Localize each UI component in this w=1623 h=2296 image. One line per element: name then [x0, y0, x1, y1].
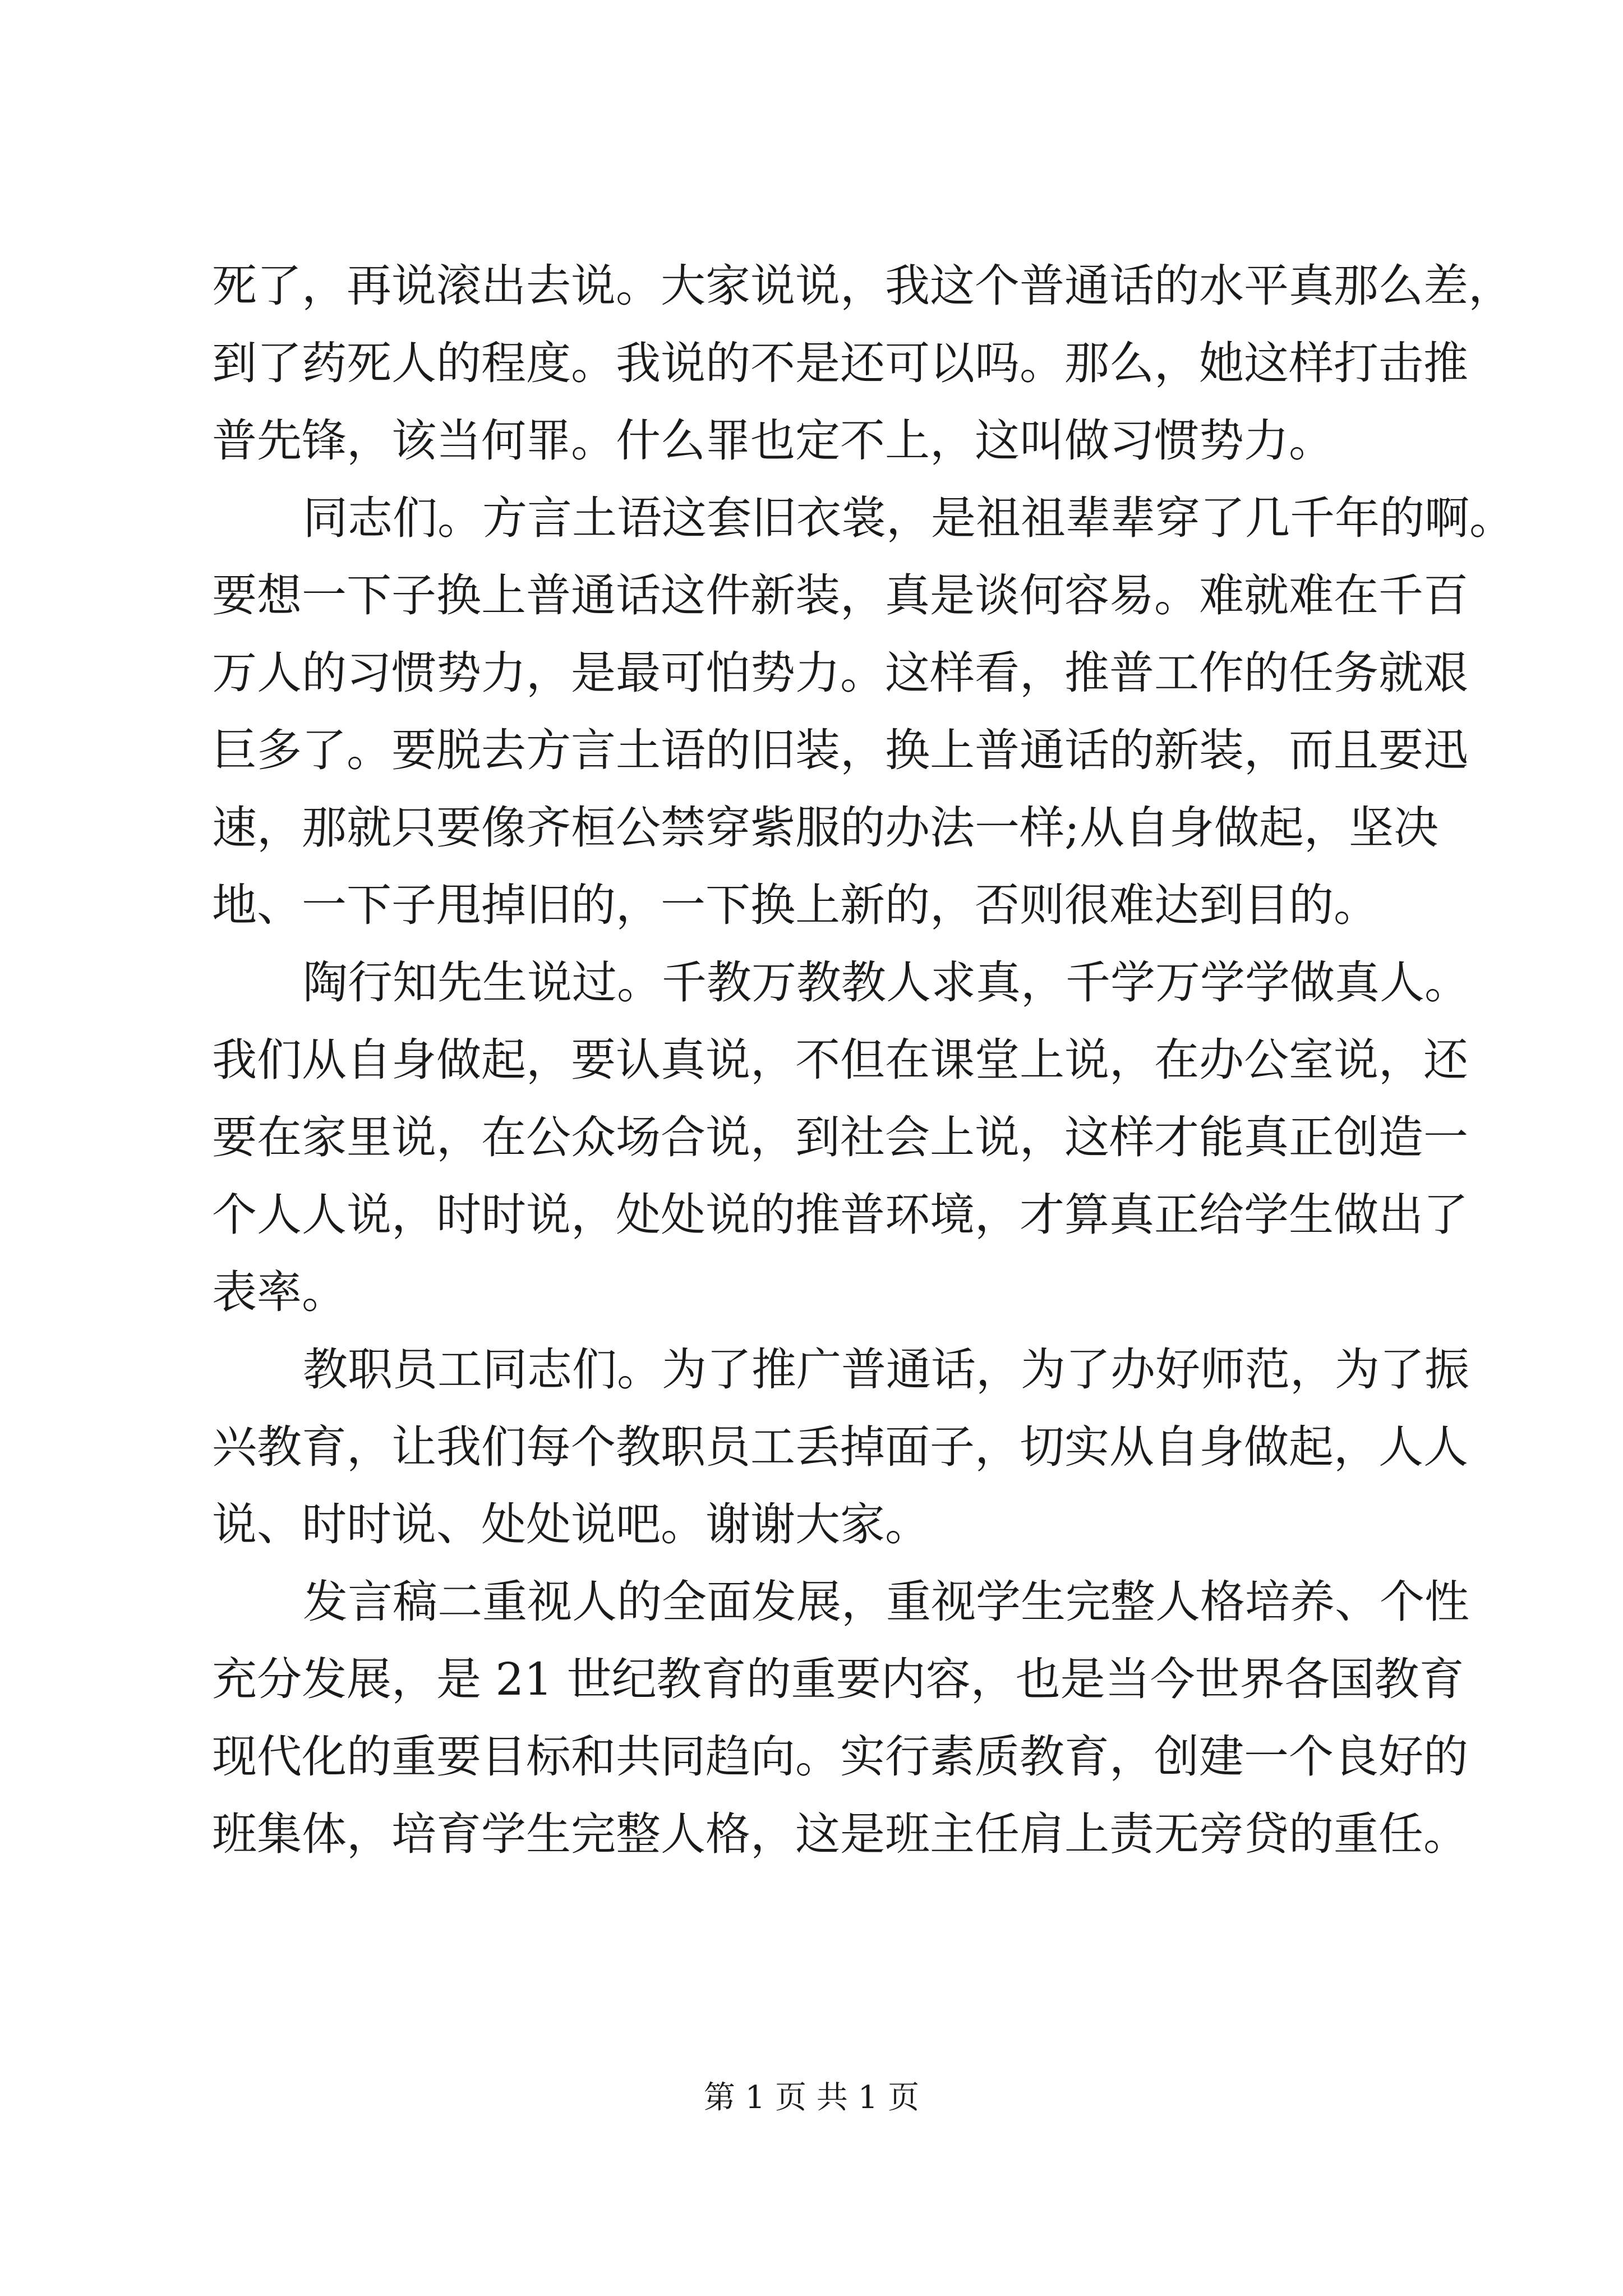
text-line: 兴教育，让我们每个教职员工丢掉面子，切实从自身做起，人人 [212, 1421, 1468, 1473]
paragraph-first-line: 教职员工同志们。为了推广普通话，为了办好师范，为了振 [303, 1343, 1469, 1396]
text-line: 班集体，培育学生完整人格，这是班主任肩上责无旁贷的重任。 [212, 1808, 1468, 1860]
text-line: 普先锋，该当何罪。什么罪也定不上，这叫做习惯势力。 [212, 415, 1334, 467]
text-line: 充分发展，是 21 世纪教育的重要内容，也是当今世界各国教育 [212, 1653, 1464, 1705]
text-line: 表率。 [212, 1266, 347, 1318]
text-line: 个人人说，时时说，处处说的推普环境，才算真正给学生做出了 [212, 1189, 1468, 1241]
text-line: 现代化的重要目标和共同趋向。实行素质教育，创建一个良好的 [212, 1731, 1468, 1783]
page-footer: 第 1 页 共 1 页 [703, 2079, 920, 2116]
paragraph-first-line: 陶行知先生说过。千教万教教人求真，千学万学学做真人。 [303, 956, 1469, 1009]
text-line: 万人的习惯势力，是最可怕势力。这样看，推普工作的任务就艰 [212, 647, 1468, 699]
text-line: 到了药死人的程度。我说的不是还可以吗。那么，她这样打击推 [212, 337, 1468, 389]
text-line: 死了，再说滚出去说。大家说说，我这个普通话的水平真那么差， [212, 260, 1513, 312]
text-line: 说、时时说、处处说吧。谢谢大家。 [212, 1498, 930, 1550]
text-line: 地、一下子甩掉旧的，一下换上新的，否则很难达到目的。 [212, 879, 1378, 931]
text-line: 我们从自身做起，要认真说，不但在课堂上说，在办公室说，还 [212, 1034, 1468, 1086]
text-line: 要想一下子换上普通话这件新装，真是谈何容易。难就难在千百 [212, 569, 1468, 622]
text-line: 巨多了。要脱去方言土语的旧装，换上普通话的新装，而且要迅 [212, 724, 1468, 776]
text-line: 要在家里说，在公众场合说，到社会上说，这样才能真正创造一 [212, 1111, 1468, 1163]
text-line: 速，那就只要像齐桓公禁穿紫服的办法一样;从自身做起，坚决 [212, 802, 1438, 854]
paragraph-first-line: 同志们。方言土语这套旧衣裳，是祖祖辈辈穿了几千年的啊。 [303, 492, 1514, 544]
paragraph-first-line: 发言稿二重视人的全面发展，重视学生完整人格培养、个性 [303, 1576, 1469, 1628]
